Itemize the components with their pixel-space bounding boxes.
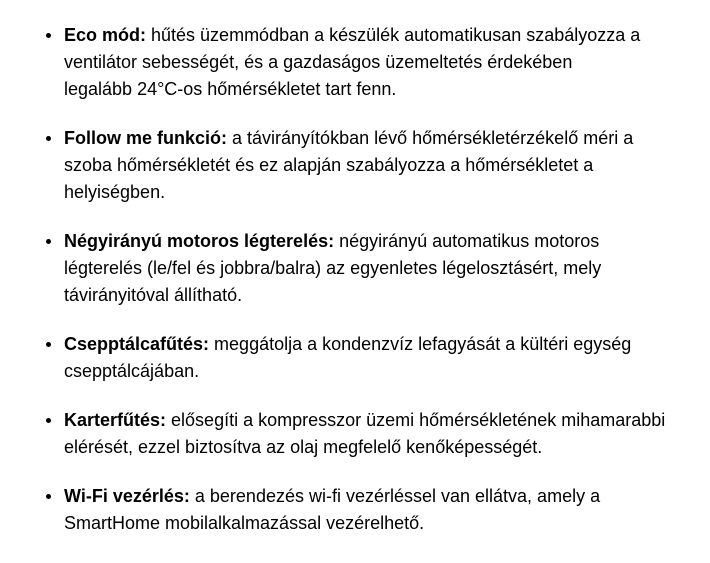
feature-item: Wi-Fi vezérlés: a berendezés wi-fi vezérléssel van ellátva, amely a SmartHome mobilalkalmazással vezérelhető. (46, 483, 682, 537)
feature-label: Négyirányú motoros légterelés: (64, 231, 335, 251)
feature-item: Csepptálcafűtés: meggátolja a kondenzvíz lefagyását a kültéri egység csepptálcájában. (46, 331, 682, 385)
feature-item: Eco mód: hűtés üzemmódban a készülék automatikusan szabályozza a ventilátor sebességét, és a gazdaságos üzemeltetés érdekében legalább 24°C-os hőmérsékletet tart fenn. (46, 22, 682, 103)
feature-label: Follow me funkció: (64, 128, 228, 148)
feature-item: Karterfűtés: elősegíti a kompresszor üzemi hőmérsékletének mihamarabbi elérését, ezzel biztosítva az olaj megfelelő kenőképességét. (46, 407, 682, 461)
feature-label: Wi-Fi vezérlés: (64, 486, 190, 506)
feature-list (46, 22, 682, 537)
feature-label: Karterfűtés: (64, 410, 167, 430)
feature-label: Csepptálcafűtés: (64, 334, 210, 354)
feature-label: Eco mód: (64, 25, 147, 45)
feature-item: Follow me funkció: a távirányítókban lévő hőmérsékletérzékelő méri a szoba hőmérsékletét és ez alapján szabályozza a hőmérsékletet a helyiségben. (46, 125, 682, 206)
feature-item: Négyirányú motoros légterelés: négyirányú automatikus motoros légterelés (le/fel és jobbra/balra) az egyenletes légelosztásért, mely távirányitóval állítható. (46, 228, 682, 309)
